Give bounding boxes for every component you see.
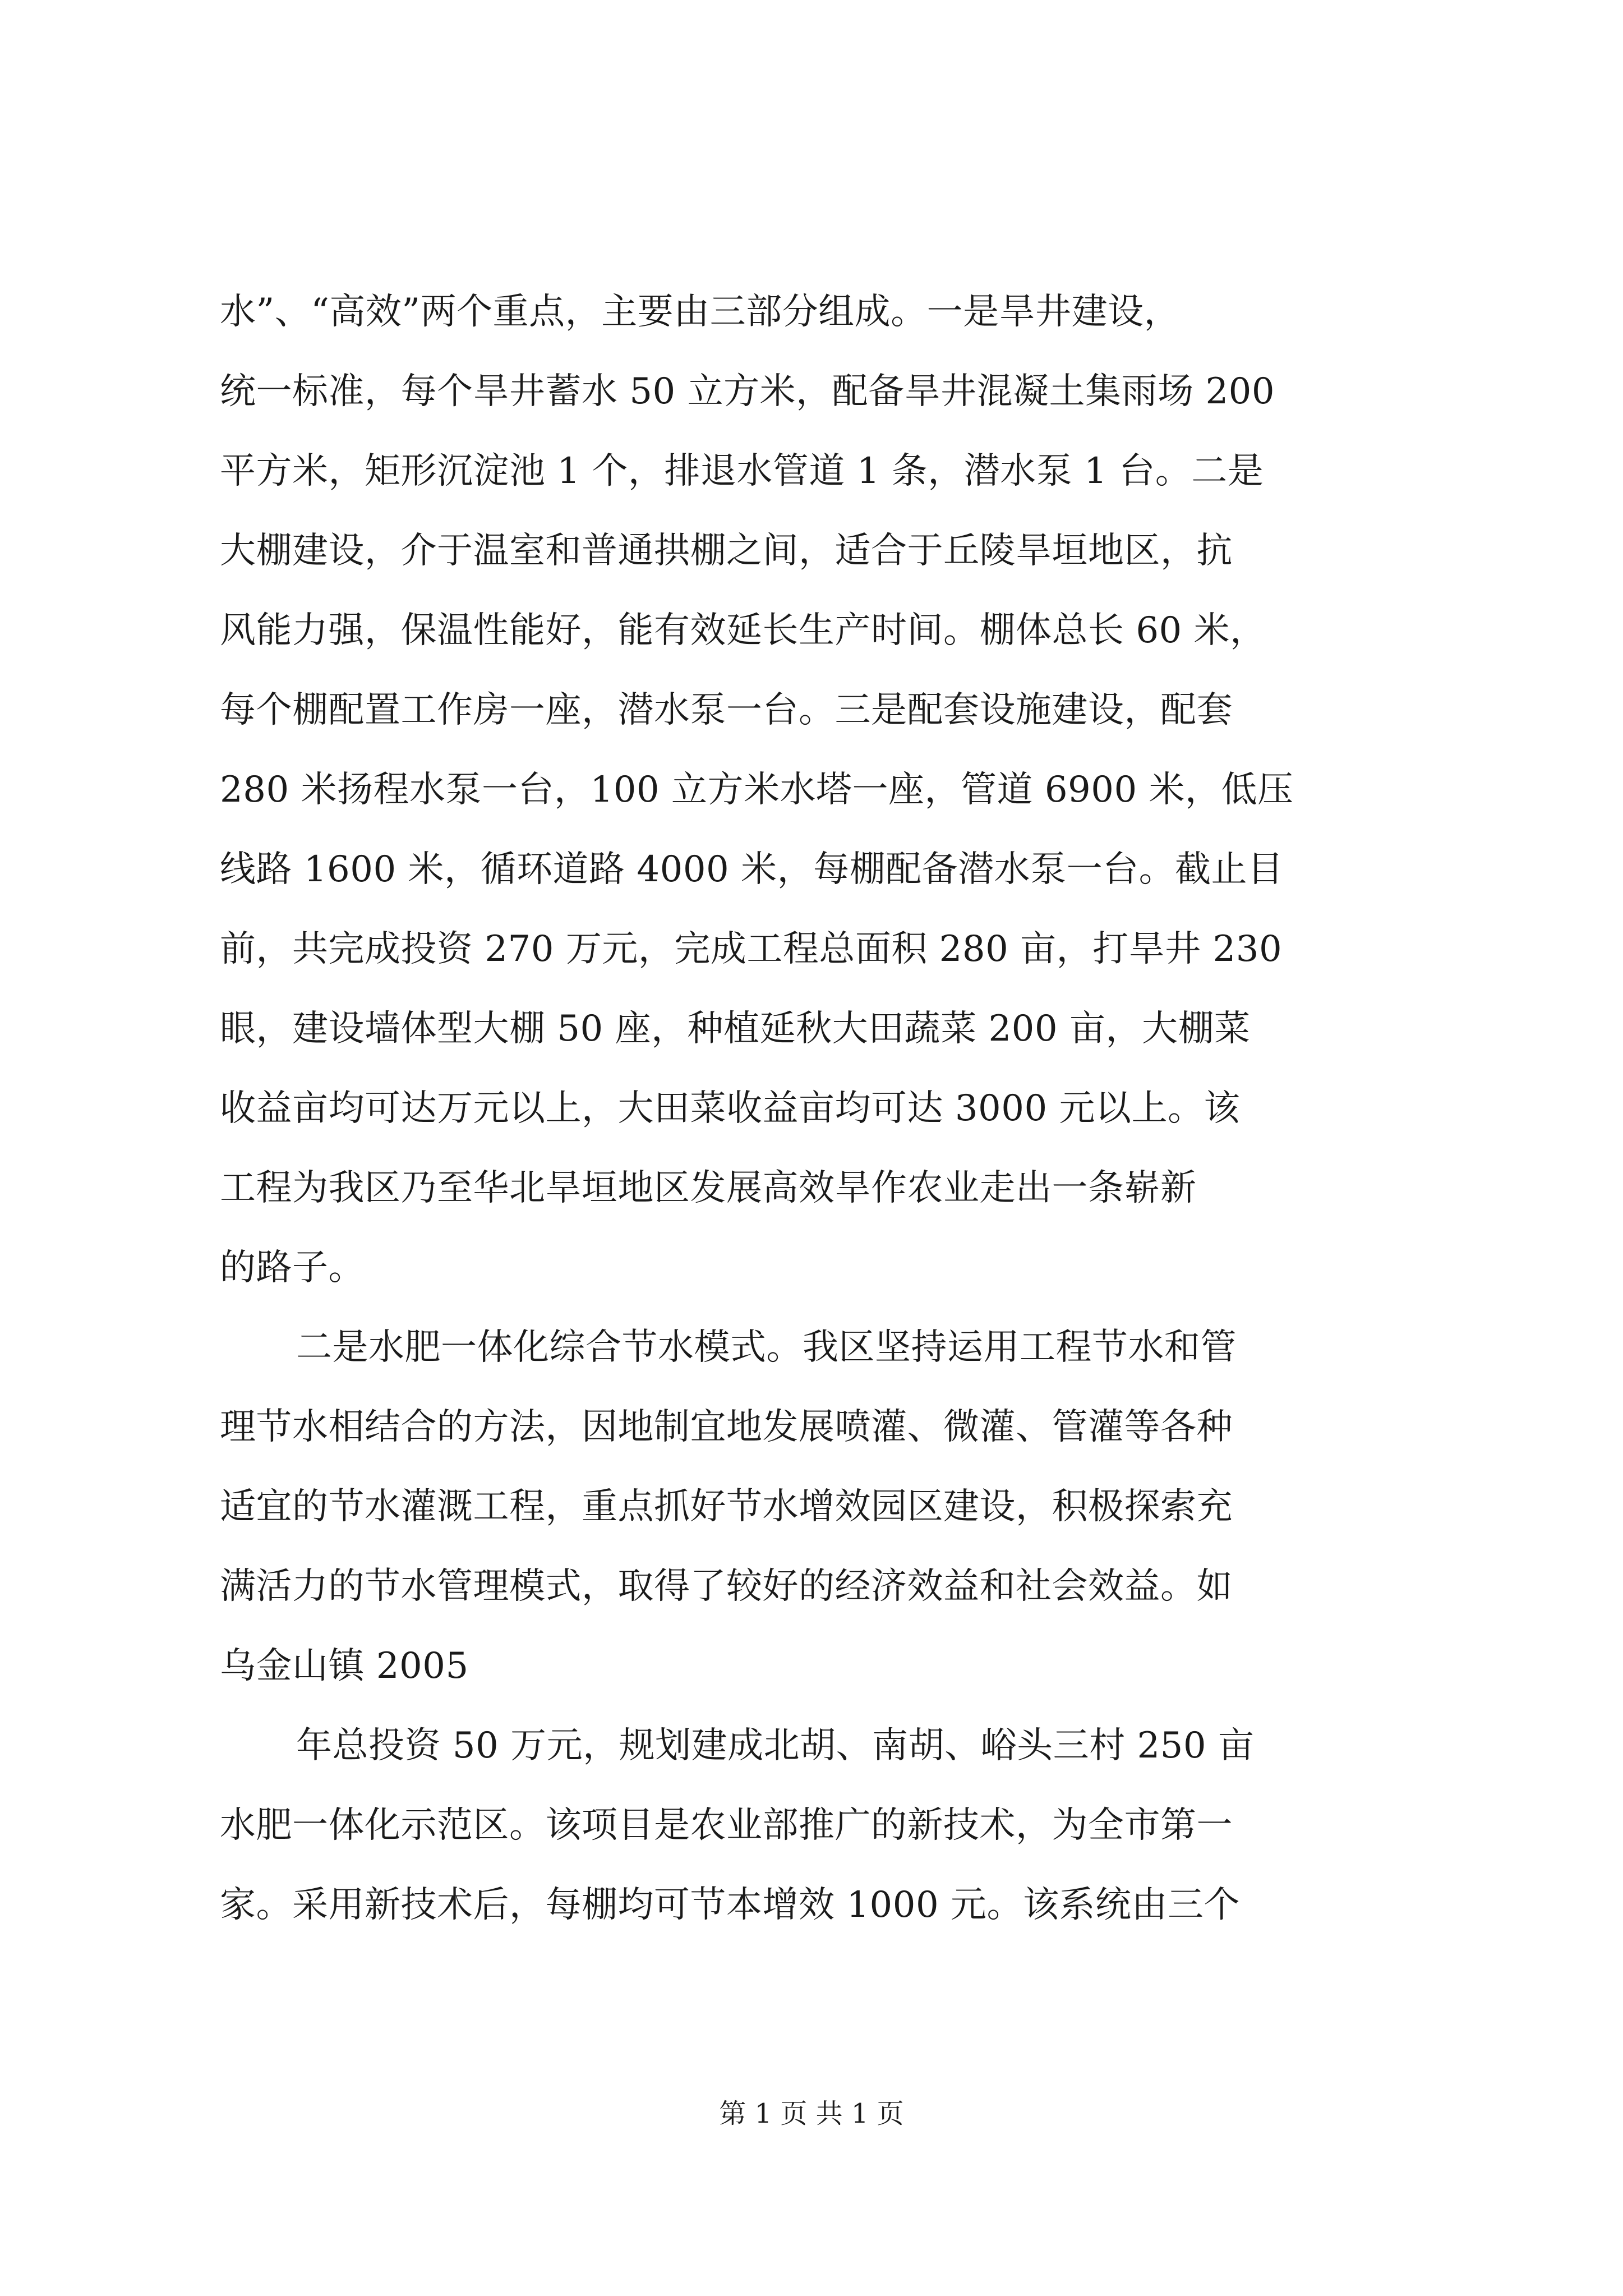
text-line: 平方米，矩形沉淀池 1 个，排退水管道 1 条，潜水泵 1 台。二是	[220, 450, 1264, 492]
text-line: 280 米扬程水泵一台，100 立方米水塔一座，管道 6900 米，低压	[220, 769, 1294, 811]
text-line: 适宜的节水灌溉工程，重点抓好节水增效园区建设，积极探索充	[220, 1486, 1233, 1527]
page-number-footer: 第 1 页 共 1 页	[719, 2098, 904, 2129]
text-line: 大棚建设，介于温室和普通拱棚之间，适合于丘陵旱垣地区，抗	[220, 530, 1233, 572]
text-line: 理节水相结合的方法，因地制宜地发展喷灌、微灌、管灌等各种	[220, 1406, 1233, 1448]
text-line: 水”、“高效”两个重点，主要由三部分组成。一是旱井建设，	[220, 291, 1181, 333]
text-line: 风能力强，保温性能好，能有效延长生产时间。棚体总长 60 米，	[220, 610, 1266, 651]
text-line: 线路 1600 米，循环道路 4000 米，每棚配备潜水泵一台。截止目	[220, 849, 1284, 890]
text-line: 前，共完成投资 270 万元，完成工程总面积 280 亩，打旱井 230	[220, 928, 1283, 970]
document-body	[220, 272, 1409, 1945]
text-line: 满活力的节水管理模式，取得了较好的经济效益和社会效益。如	[220, 1566, 1233, 1607]
text-line: 乌金山镇 2005	[220, 1645, 469, 1687]
text-line: 工程为我区乃至华北旱垣地区发展高效旱作农业走出一条崭新	[220, 1167, 1197, 1209]
text-line: 每个棚配置工作房一座，潜水泵一台。三是配套设施建设，配套	[220, 689, 1233, 731]
text-line: 收益亩均可达万元以上，大田菜收益亩均可达 3000 元以上。该	[220, 1088, 1241, 1129]
text-line: 的路子。	[220, 1247, 365, 1289]
paragraph-start-line: 年总投资 50 万元，规划建成北胡、南胡、峪头三村 250 亩	[296, 1725, 1255, 1766]
text-line: 水肥一体化示范区。该项目是农业部推广的新技术，为全市第一	[220, 1805, 1233, 1846]
text-line: 眼，建设墙体型大棚 50 座，种植延秋大田蔬菜 200 亩，大棚菜	[220, 1008, 1251, 1050]
text-line: 家。采用新技术后，每棚均可节本增效 1000 元。该系统由三个	[220, 1884, 1241, 1926]
text-line: 统一标准，每个旱井蓄水 50 立方米，配备旱井混凝土集雨场 200	[220, 371, 1275, 412]
paragraph-start-line: 二是水肥一体化综合节水模式。我区坚持运用工程节水和管	[296, 1327, 1237, 1368]
